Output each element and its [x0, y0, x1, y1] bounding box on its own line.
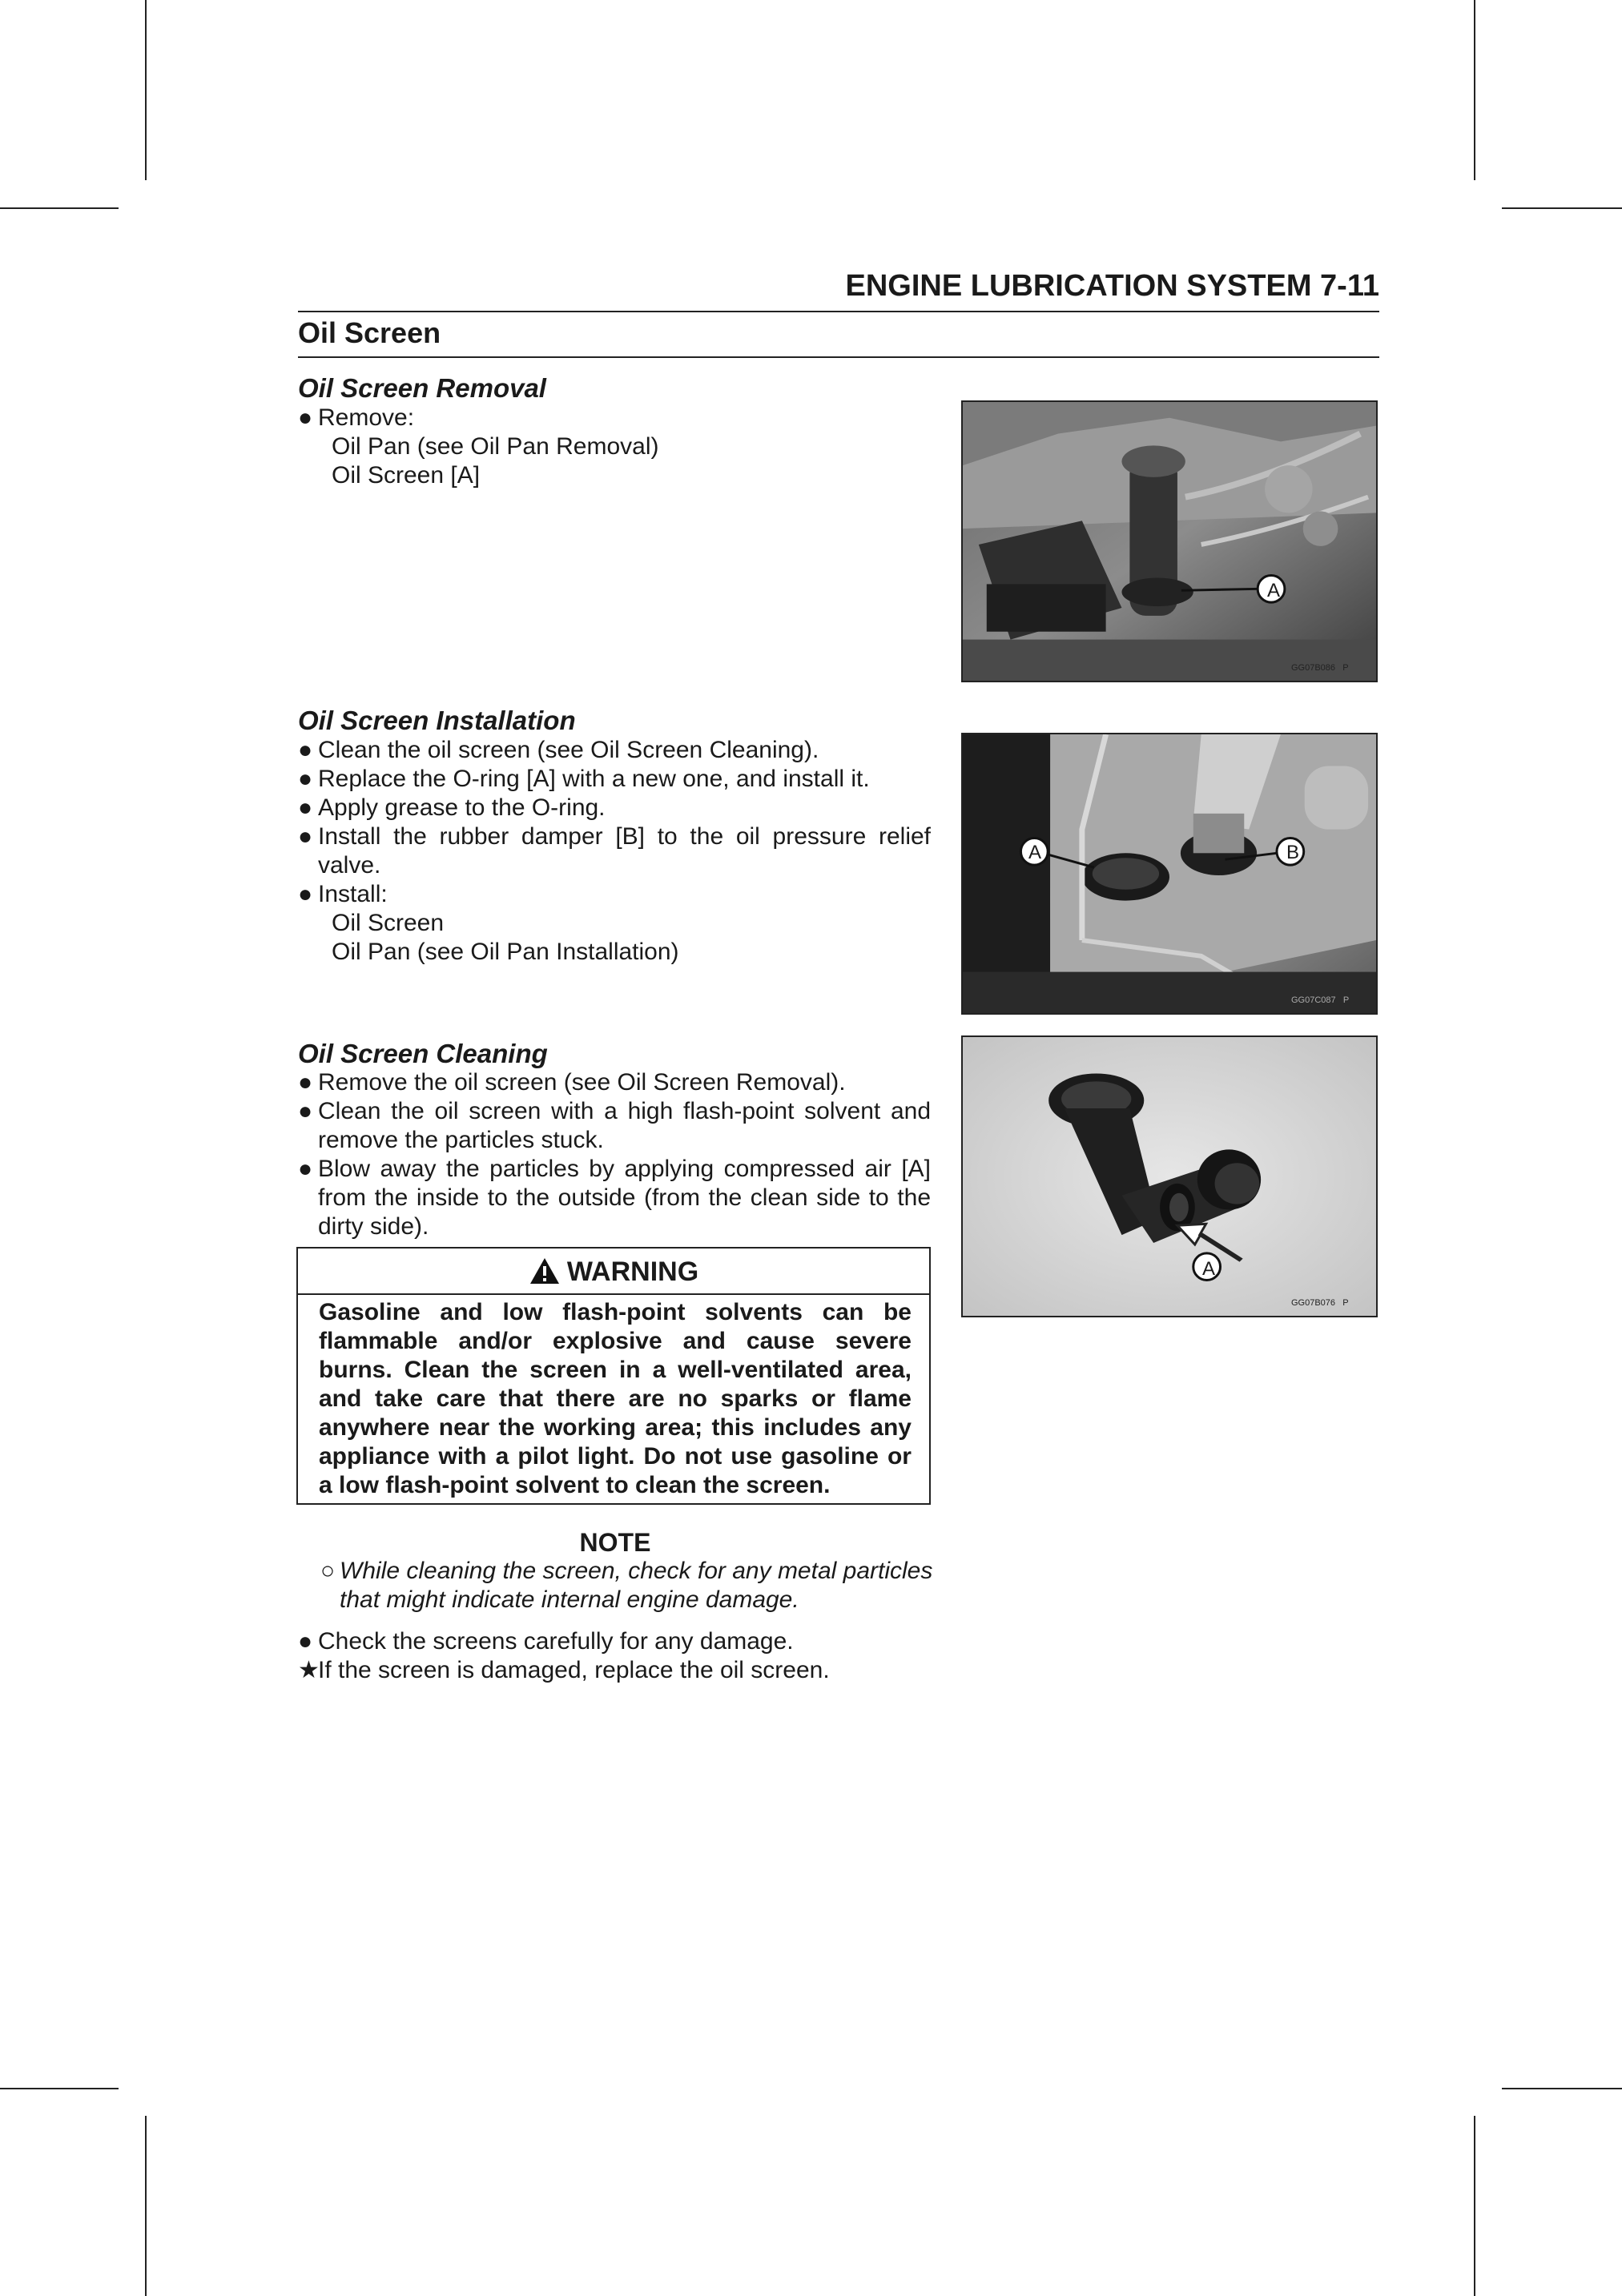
cleaning-photo — [961, 1035, 1378, 1317]
warning-triangle-icon — [529, 1257, 561, 1285]
bullet-mark: ● — [298, 1156, 313, 1182]
warning-title: WARNING — [566, 1257, 699, 1287]
removal-item: Oil Pan (see Oil Pan Removal) — [332, 433, 659, 460]
bullet-text: Check the screens carefully for any damage. — [318, 1628, 794, 1655]
note-line: While cleaning the screen, check for any metal particles — [340, 1558, 933, 1584]
callout-a: A — [1202, 1258, 1216, 1280]
cleaning-continuation: remove the particles stuck. — [318, 1127, 604, 1153]
bullet-text: Blow away the particles by applying compressed air [A] — [318, 1156, 931, 1182]
warning-text — [319, 1298, 912, 1500]
crop-mark — [145, 0, 147, 180]
removal-item: Oil Screen [A] — [332, 462, 481, 489]
crop-mark — [0, 207, 119, 209]
cleaning-continuation: from the inside to the outside (from the clean side to the — [318, 1184, 931, 1211]
photo-code: GG07B086 P — [1291, 663, 1349, 673]
warning-line: anywhere near the working area; this includes any — [319, 1414, 912, 1441]
bullet-mark: ● — [298, 823, 313, 850]
bullet-text: Apply grease to the O-ring. — [318, 794, 606, 821]
star-mark: ★ — [298, 1657, 320, 1683]
bullet-text: Clean the oil screen with a high flash-point solvent and — [318, 1098, 931, 1124]
bullet-mark: ● — [298, 881, 313, 907]
bullet-mark: ● — [298, 737, 313, 763]
note-title: NOTE — [579, 1528, 651, 1557]
oil-screen-photo-image — [963, 1037, 1376, 1316]
warning-box — [296, 1247, 931, 1505]
installation-item: Oil Pan (see Oil Pan Installation) — [332, 939, 679, 965]
removal-heading: Oil Screen Removal — [298, 373, 546, 403]
header-rule — [298, 311, 1379, 312]
crop-mark — [1502, 2088, 1622, 2089]
installation-photo — [961, 733, 1378, 1015]
warning-line: burns. Clean the screen in a well-ventilated area, — [319, 1357, 912, 1383]
crop-mark — [1474, 2116, 1475, 2296]
bullet-mark: ● — [298, 1069, 313, 1096]
bullet-mark: ● — [298, 1628, 313, 1655]
warning-line: a low flash-point solvent to clean the screen. — [319, 1472, 831, 1498]
star-text: If the screen is damaged, replace the oil screen. — [318, 1657, 830, 1683]
removal-photo — [961, 400, 1378, 682]
warning-line: flammable and/or explosive and cause severe — [319, 1328, 912, 1354]
bullet-text: Install the rubber damper [B] to the oil pressure relief — [318, 823, 931, 850]
bullet-mark: ● — [298, 1098, 313, 1124]
warning-line: appliance with a pilot light. Do not use gasoline or — [319, 1443, 912, 1470]
crop-mark — [1502, 207, 1622, 209]
cleaning-heading: Oil Screen Cleaning — [298, 1039, 548, 1068]
bullet-mark: ● — [298, 766, 313, 792]
bullet-text: Remove the oil screen (see Oil Screen Removal). — [318, 1069, 846, 1096]
crop-mark — [0, 2088, 119, 2089]
installation-heading: Oil Screen Installation — [298, 706, 576, 735]
note-circle-mark: ○ — [320, 1558, 336, 1584]
section-rule — [298, 356, 1379, 358]
section-title: Oil Screen — [298, 316, 441, 349]
bullet-text: Replace the O-ring [A] with a new one, and install it. — [318, 766, 870, 792]
warning-header — [298, 1249, 929, 1295]
installation-item: Oil Screen — [332, 910, 445, 936]
bullet-mark: ● — [298, 404, 313, 431]
engine-photo-image — [963, 402, 1376, 681]
engine-photo-image — [963, 734, 1376, 1013]
photo-code: GG07B076 P — [1291, 1298, 1349, 1308]
bullet-text: Install: — [318, 881, 388, 907]
warning-line: and take care that there are no sparks or flame — [319, 1385, 912, 1412]
installation-continuation: valve. — [318, 852, 381, 879]
crop-mark — [1474, 0, 1475, 180]
crop-mark — [145, 2116, 147, 2296]
cleaning-continuation: dirty side). — [318, 1213, 429, 1240]
photo-code: GG07C087 P — [1291, 995, 1350, 1005]
callout-b: B — [1286, 842, 1300, 863]
bullet-text: Clean the oil screen (see Oil Screen Cleaning). — [318, 737, 819, 763]
note-line: that might indicate internal engine damage. — [340, 1586, 799, 1613]
callout-a: A — [1267, 580, 1281, 601]
bullet-mark: ● — [298, 794, 313, 821]
bullet-text: Remove: — [318, 404, 415, 431]
warning-line: Gasoline and low flash-point solvents can be — [319, 1299, 912, 1325]
callout-a: A — [1028, 842, 1042, 863]
running-header: ENGINE LUBRICATION SYSTEM 7-11 — [845, 269, 1379, 303]
